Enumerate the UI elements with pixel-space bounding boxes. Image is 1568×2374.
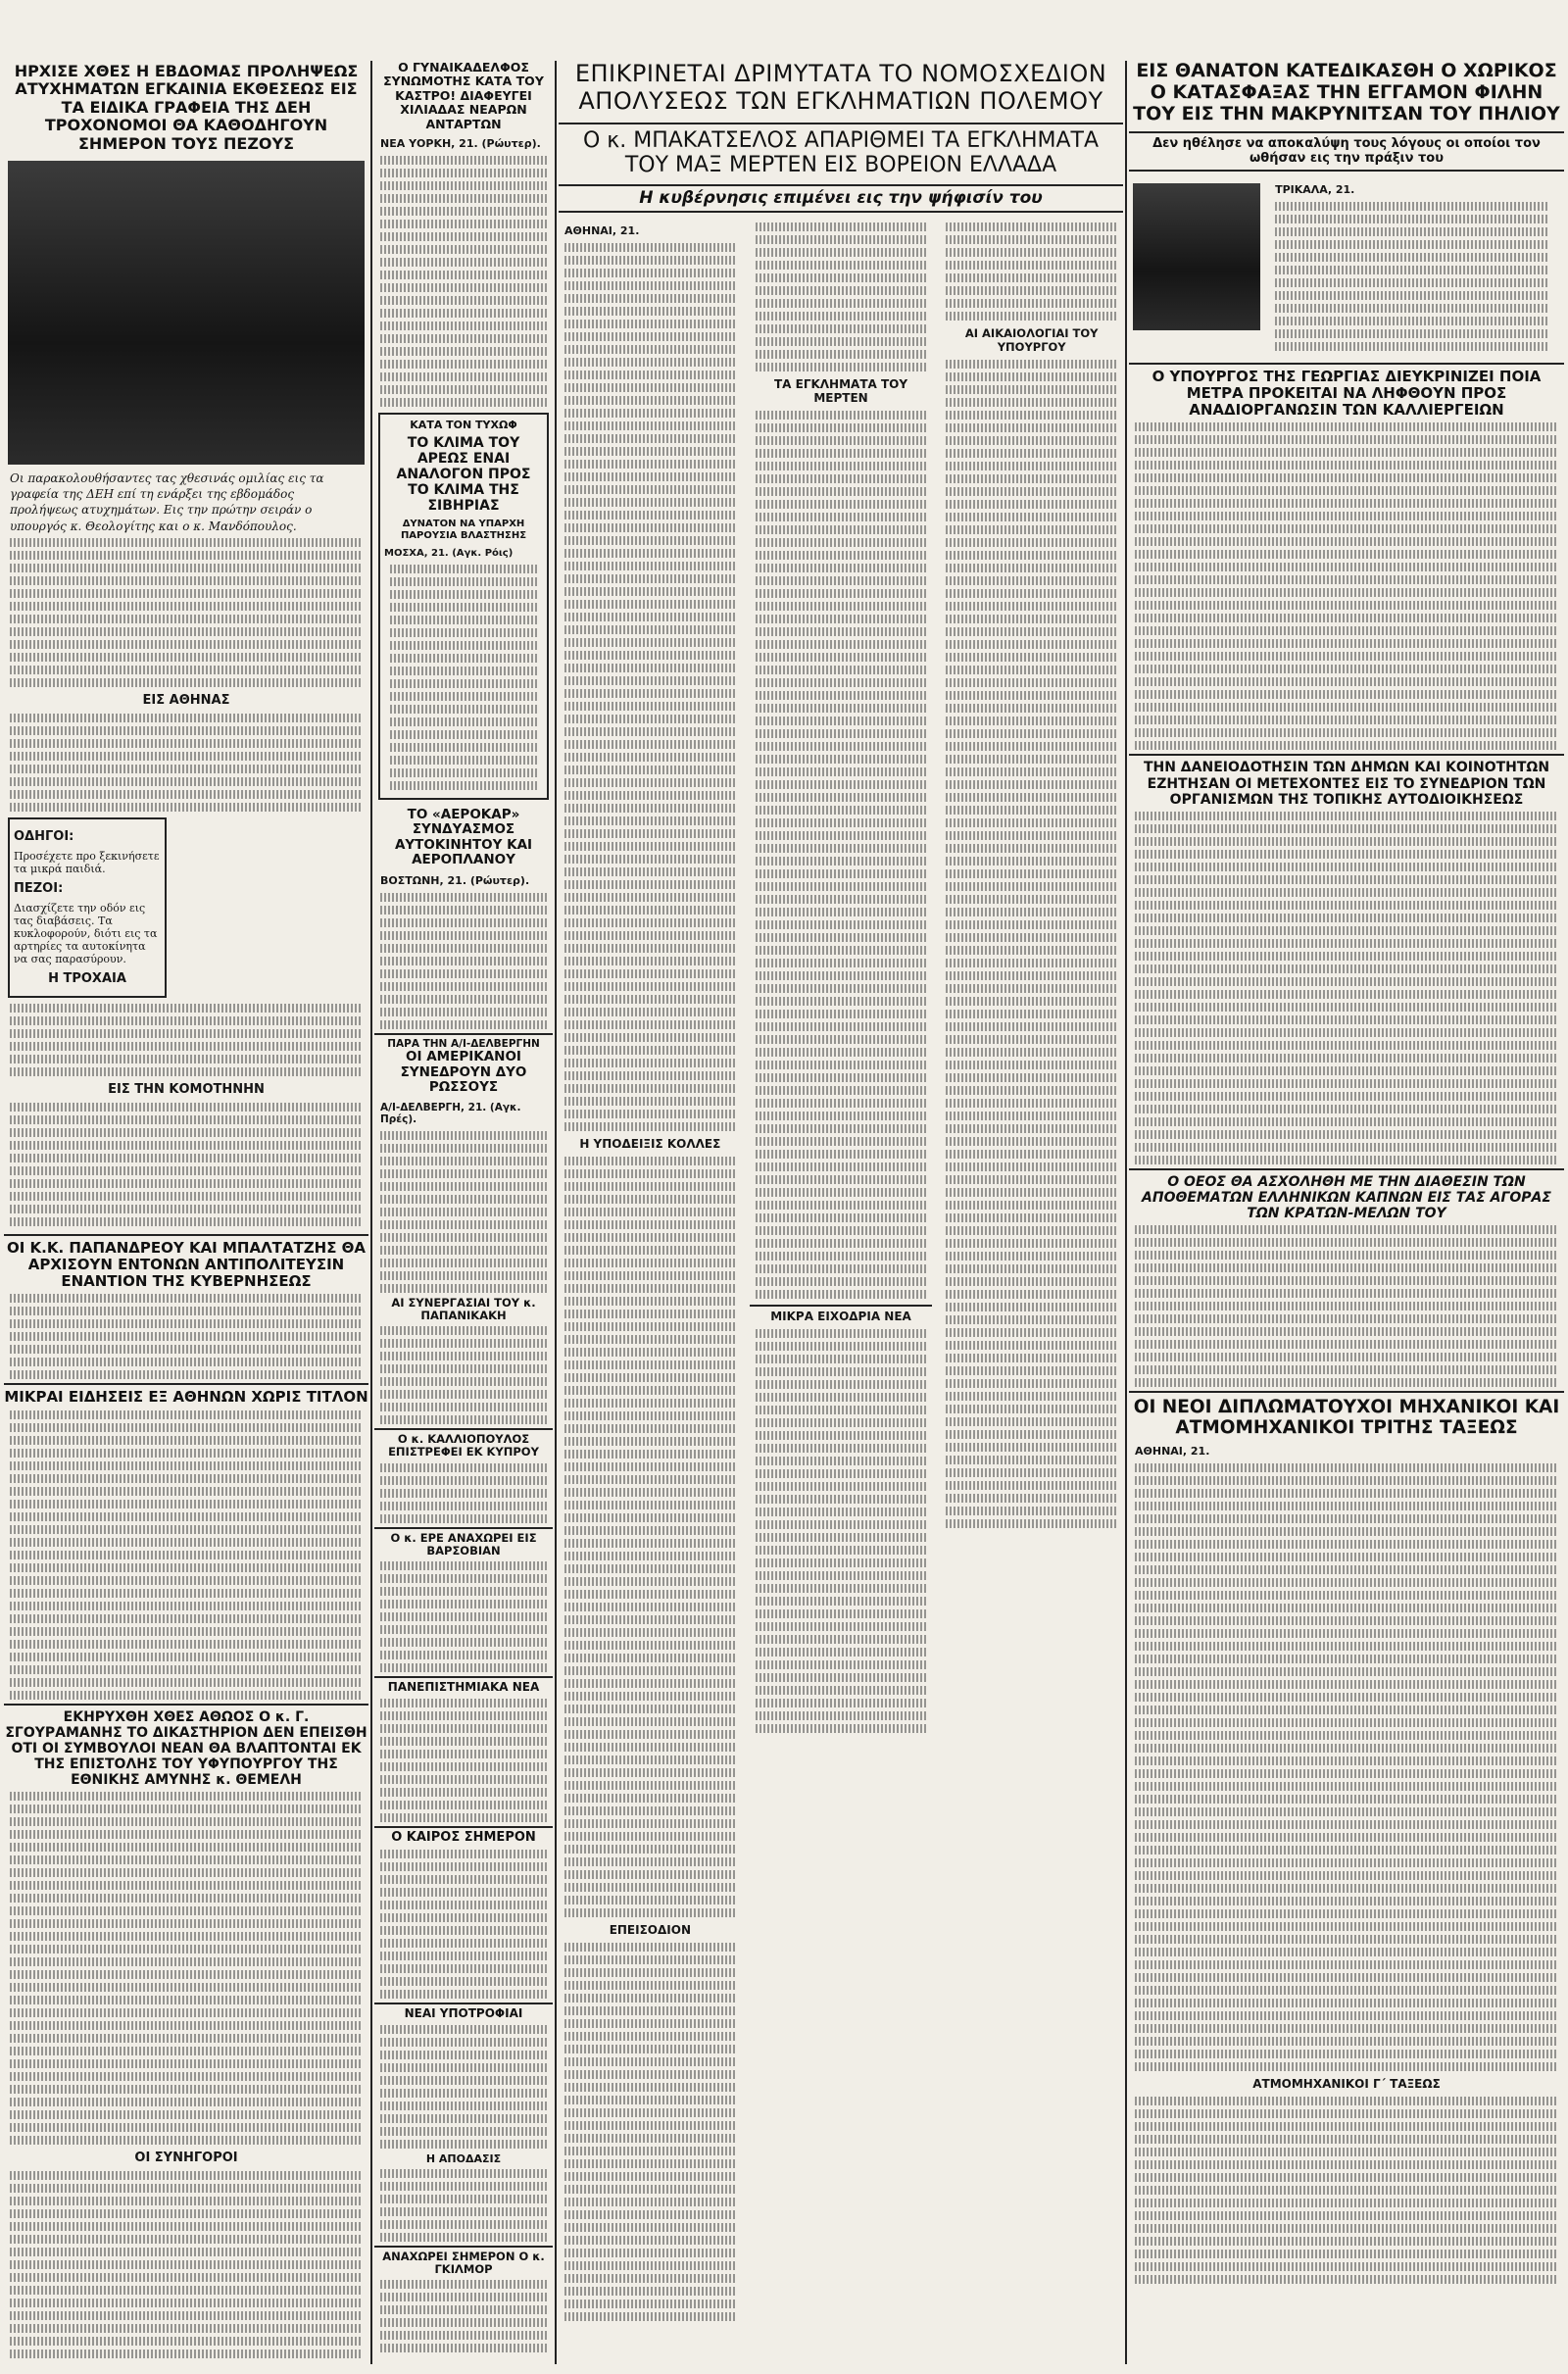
box-signature: Η ΤΡΟΧΑΙΑ [48, 970, 126, 986]
dateline: ΑΘΗΝΑΙ, 21. [1135, 1444, 1210, 1458]
article-text [10, 1792, 363, 2145]
dateline: ΤΡΙΚΑΛΑ, 21. [1275, 182, 1355, 196]
article-body [1269, 177, 1553, 355]
article-text [380, 2280, 547, 2352]
article-text [756, 1329, 927, 1733]
article-text [1135, 2097, 1558, 2284]
headline-death-sentence: ΕΙΣ ΘΑΝΑΤΟΝ ΚΑΤΕΔΙΚΑΣΘΗ Ο ΧΩΡΙΚΟΣ Ο ΚΑΤΑΣΦΑΞΑΣ ΤΗΝ ΕΓΓΑΜΟΝ ΦΙΛΗΝ ΤΟΥ ΕΙΣ ΤΗΝ ΜΑΚΡΥΝΙΤΣΑΝ ΤΟΥ ΠΗΛΙΟΥ [1133, 61, 1560, 124]
article-text [946, 223, 1117, 321]
headline-mars: ΤΟ ΚΛΙΜΑ ΤΟΥ ΑΡΕΩΣ ΕΝΑΙ ΑΝΑΛΟΓΟΝ ΠΡΟΣ ΤΟ ΚΛΙΜΑ ΤΗΣ ΣΙΒΗΡΙΑΣ [396, 435, 531, 515]
column-4 [1129, 61, 1564, 2364]
dateline: Α/Ι-ΔΕΛΒΕΡΓΗ, 21. (Αγκ. Πρές). [380, 1101, 521, 1125]
headline-agriculture: Ο ΥΠΟΥΡΓΟΣ ΤΗΣ ΓΕΩΡΓΙΑΣ ΔΙΕΥΚΡΙΝΙΖΕΙ ΠΟΙΑ ΜΕΤΡΑ ΠΡΟΚΕΙΤΑΙ ΝΑ ΛΗΦΘΟΥΝ ΠΡΟΣ ΑΝΑΔΙΟΡΓΑΝΩΣΙΝ ΤΩΝ ΚΑΛΛΙΕΡΓΕΙΩΝ [1129, 363, 1564, 420]
column-rule [1125, 61, 1127, 2364]
article-text [1275, 202, 1547, 351]
kicker: ΠΑΡΑ ΤΗΝ Α/Ι-ΔΕΛΒΕΡΓΗΝ [374, 1033, 553, 1051]
subheadline: Δεν ηθέλησε να αποκαλύψη τους λόγους οι οποίοι τον ωθήσαν εις την πράξιν του [1129, 131, 1564, 172]
article-text [380, 1850, 547, 1999]
dateline: ΑΘΗΝΑΙ, 21. [564, 224, 640, 238]
headline-municipal-loans: ΤΗΝ ΔΑΝΕΙΟΔΟΤΗΣΙΝ ΤΩΝ ΔΗΜΩΝ ΚΑΙ ΚΟΙΝΟΤΗΤΩΝ ΕΖΗΤΗΣΑΝ ΟΙ ΜΕΤΕΧΟΝΤΕΣ ΕΙΣ ΤΟ ΣΥΝΕΔΡΙΟΝ ΤΩΝ ΟΡΓΑΝΙΣΜΩΝ ΤΗΣ ΤΟΠΙΚΗΣ ΑΥΤΟΔΙΟΙΚΗΣΕΩΣ [1129, 754, 1564, 807]
section-label: ΕΙΣ ΤΗΝ ΚΟΜΟΤΗΝΗΝ [108, 1081, 265, 1097]
subheading: Η ΥΠΟΔΕΙΞΙΣ ΚΟΛΛΕΣ [579, 1137, 721, 1152]
photo-caption: Οι παρακολουθήσαντες τας χθεσινάς ομιλίας εις τα γραφεία της ΔΕΗ επί τη ενάρξει της εβδομάδος προλήψεως ατυχημάτων. Εις την πρώτην σειράν ο υπουργός κ. Θεολογίτης και ο κ. Μανδόπουλος. [10, 470, 324, 533]
article-text [10, 1004, 363, 1076]
box-title: ΠΕΖΟΙ: [14, 880, 64, 896]
box-title: ΟΔΗΓΟΙ: [14, 828, 74, 844]
headline-scholarships: ΝΕΑΙ ΥΠΟΤΡΟΦΙΑΙ [374, 2003, 553, 2021]
news-photo [8, 161, 365, 465]
headline-aerocar: ΤΟ «ΑΕΡΟΚΑΡ» ΣΥΝΔΥΑΣΜΟΣ ΑΥΤΟΚΙΝΗΤΟΥ ΚΑΙ ΑΕΡΟΠΛΑΝΟΥ [394, 806, 533, 868]
headline-accident-week: ΗΡΧΙΣΕ ΧΘΕΣ Η ΕΒΔΟΜΑΣ ΠΡΟΛΗΨΕΩΣ ΑΤΥΧΗΜΑΤΩΝ ΕΓΚΑΙΝΙΑ ΕΚΘΕΣΕΩΣ ΕΙΣ ΤΑ ΕΙΔΙΚΑ ΓΡΑΦΕΙΑ ΤΗΣ ΔΕΗ ΤΡΟΧΟΝΟΜΟΙ ΘΑ ΚΑΘΟΔΗΓΟΥΝ ΣΗΜΕΡΟΝ ΤΟΥΣ ΠΕΖΟΥΣ [14, 62, 359, 153]
article-text [10, 538, 363, 687]
article-text [380, 2169, 547, 2242]
article-text [564, 1943, 736, 2321]
article-column [559, 219, 742, 2325]
subheading: ΑΤΜΟΜΗΧΑΝΙΚΟΙ Γ΄ ΤΑΞΕΩΣ [1252, 2076, 1441, 2091]
article-text [10, 1410, 363, 1700]
box-kicker: ΚΑΤΑ ΤΟΝ ΤΥΧΩΦ [410, 418, 517, 431]
article-text [380, 156, 547, 407]
article-text [380, 2025, 547, 2149]
article-columns [559, 219, 1123, 2325]
headline-engineers: ΟΙ ΝΕΟΙ ΔΙΠΛΩΜΑΤΟΥΧΟΙ ΜΗΧΑΝΙΚΟΙ ΚΑΙ ΑΤΜΟΜΗΧΑΝΙΚΟΙ ΤΡΙΤΗΣ ΤΑΞΕΩΣ [1129, 1391, 1564, 1439]
headline-kalliopoulos: Ο κ. ΚΑΛΛΙΟΠΟΥΛΟΣ ΕΠΙΣΤΡΕΦΕΙ ΕΚ ΚΥΠΡΟΥ [374, 1428, 553, 1459]
subheading: ΕΠΕΙΣΟΔΙΟΝ [609, 1923, 691, 1938]
article-text [380, 893, 547, 1029]
portrait-photo [1133, 183, 1260, 330]
box-sub: ΔΥΝΑΤΟΝ ΝΑ ΥΠΑΡΧΗ ΠΑΡΟΥΣΙΑ ΒΛΑΣΤΗΣΗΣ [400, 518, 527, 541]
article-text [390, 565, 537, 790]
dateline: ΒΟΣΤΩΝΗ, 21. (Ρώυτερ). [380, 873, 530, 887]
article-text [1135, 422, 1558, 750]
headline-warsaw: Ο κ. ΕΡΕ ΑΝΑΧΩΡΕΙ ΕΙΣ ΒΑΡΣΟΒΙΑΝ [374, 1527, 553, 1558]
traffic-box [8, 817, 167, 998]
article-text [380, 1699, 547, 1822]
article-text [756, 223, 927, 371]
column-1 [4, 61, 368, 2364]
headline-acquittal: ΕΚΗΡΥΧΘΗ ΧΘΕΣ ΑΘΩΟΣ Ο κ. Γ. ΣΓΟΥΡΑΜΑΝΗΣ ΤΟ ΔΙΚΑΣΤΗΡΙΟΝ ΔΕΝ ΕΠΕΙΣΘΗ ΟΤΙ ΟΙ ΣΥΜΒΟΥΛΟΙ ΝΕΑΝ ΘΑ ΒΛΑΠΤΟΝΤΑΙ ΕΚ ΤΗΣ ΕΠΙΣΤΟΛΗΣ ΤΟΥ ΥΦΥΠΟΥΡΓΟΥ ΤΗΣ ΕΘΝΙΚΗΣ ΑΜΥΝΗΣ κ. ΘΕΜΕΛΗ [4, 1704, 368, 1788]
article-text [380, 1131, 547, 1293]
section-label: ΟΙ ΣΥΝΗΓΟΡΟΙ [134, 2151, 238, 2166]
subheading: ΜΙΚΡΑ ΕΙΧΟΔΡΙΑ ΝΕΑ [750, 1305, 933, 1323]
headline-government: Η κυβέρνησις επιμένει εις την ψήφισίν του [559, 184, 1123, 214]
headline-bakatselos: Ο κ. ΜΠΑΚΑΤΣΕΛΟΣ ΑΠΑΡΙΘΜΕΙ ΤΑ ΕΓΚΛΗΜΑΤΑ ΤΟΥ ΜΑΞ ΜΕΡΤΕΝ ΕΙΣ ΒΟΡΕΙΟΝ ΕΛΛΑΔΑ [559, 123, 1123, 178]
article-text [946, 360, 1117, 1528]
column-rule [370, 61, 372, 2364]
headline-tobacco: Ο ΟΕΟΣ ΘΑ ΑΣΧΟΛΗΘΗ ΜΕ ΤΗΝ ΔΙΑΘΕΣΙΝ ΤΩΝ ΑΠΟΘΕΜΑΤΩΝ ΕΛΛΗΝΙΚΩΝ ΚΑΠΝΩΝ ΕΙΣ ΤΑΣ ΑΓΟΡΑΣ ΤΩΝ ΚΡΑΤΩΝ-ΜΕΛΩΝ ΤΟΥ [1129, 1168, 1564, 1221]
article-column [940, 219, 1123, 2325]
article-text [756, 411, 927, 1299]
headline-war-criminals: ΕΠΙΚΡΙΝΕΤΑΙ ΔΡΙΜΥΤΑΤΑ ΤΟ ΝΟΜΟΣΧΕΔΙΟΝ ΑΠΟΛΥΣΕΩΣ ΤΩΝ ΕΓΚΛΗΜΑΤΙΩΝ ΠΟΛΕΜΟΥ [574, 61, 1107, 115]
headline-castro: Ο ΓΥΝΑΙΚΑΔΕΛΦΟΣ ΣΥΝΩΜΟΤΗΣ ΚΑΤΑ ΤΟΥ ΚΑΣΤΡΟ! ΔΙΑΦΕΥΓΕΙ ΧΙΛΙΑΔΑΣ ΝΕΑΡΩΝ ΑΝΤΑΡΤΩΝ [383, 61, 544, 131]
dateline: ΝΕΑ ΥΟΡΚΗ, 21. (Ρώυτερ). [380, 136, 541, 150]
article-text [10, 1294, 363, 1379]
headline-university: ΠΑΝΕΠΙΣΤΗΜΙΑΚΑ ΝΕΑ [374, 1676, 553, 1695]
mars-box [378, 413, 549, 800]
article-text [1135, 812, 1558, 1164]
kicker: Η ΑΠΟΔΑΣΙΣ [425, 2151, 502, 2165]
column-3 [559, 61, 1123, 2364]
headline-papanikakis: ΑΙ ΣΥΝΕΡΓΑΣΙΑΙ ΤΟΥ κ. ΠΑΠΑΝΙΚΑΚΗ [391, 1295, 536, 1322]
article-text [10, 1103, 363, 1226]
article-text [10, 2171, 363, 2358]
article-text [1135, 1463, 1558, 2071]
section-label: ΕΙΣ ΑΘΗΝΑΣ [142, 692, 230, 708]
article-text [380, 1326, 547, 1424]
article-column [750, 219, 933, 2325]
headline-opposition: ΟΙ Κ.Κ. ΠΑΠΑΝΔΡΕΟΥ ΚΑΙ ΜΠΑΛΤΑΤΖΗΣ ΘΑ ΑΡΧΙΣΟΥΝ ΕΝΤΟΝΩΝ ΑΝΤΙΠΟΛΙΤΕΥΣΙΝ ΕΝΑΝΤΙΟΝ ΤΗΣ ΚΥΒΕΡΝΗΣΕΩΣ [4, 1234, 368, 1291]
dateline: ΜΟΣΧΑ, 21. (Αγκ. Ρόις) [384, 547, 514, 559]
subheading: ΑΙ ΑΙΚΑΙΟΛΟΓΙΑΙ ΤΟΥ ΥΠΟΥΡΓΟΥ [964, 326, 1099, 355]
article-text [380, 1463, 547, 1523]
article-text [380, 1561, 547, 1672]
headline-gilmour: ΑΝΑΧΩΡΕΙ ΣΗΜΕΡΟΝ Ο κ. ΓΚΙΛΜΟΡ [374, 2246, 553, 2276]
column-2 [374, 61, 553, 2364]
box-text: Διασχίζετε την οδόν εις τας διαβάσεις. Τα κυκλοφορούν, διότι εις τα αρτηρίες τα αυτοκίνητα να σας παρασύρουν. [14, 901, 158, 965]
article-text [10, 714, 363, 812]
article-text [1135, 1225, 1558, 1387]
headline-americans: ΟΙ ΑΜΕΡΙΚΑΝΟΙ ΣΥΝΕΔΡΟΥΝ ΔΥΟ ΡΩΣΣΟΥΣ [400, 1049, 527, 1096]
headline-weather: Ο ΚΑΙΡΟΣ ΣΗΜΕΡΟΝ [374, 1826, 553, 1846]
article-text [564, 1157, 736, 1917]
column-rule [555, 61, 557, 2364]
headline-short-news: ΜΙΚΡΑΙ ΕΙΔΗΣΕΙΣ ΕΞ ΑΘΗΝΩΝ ΧΩΡΙΣ ΤΙΤΛΟΝ [4, 1383, 368, 1406]
article-text [564, 243, 736, 1131]
subheading: ΤΑ ΕΓΚΛΗΜΑΤΑ ΤΟΥ ΜΕΡΤΕΝ [773, 377, 908, 406]
box-text: Προσέχετε προ ξεκινήσετε τα μικρά παιδιά. [14, 849, 160, 875]
